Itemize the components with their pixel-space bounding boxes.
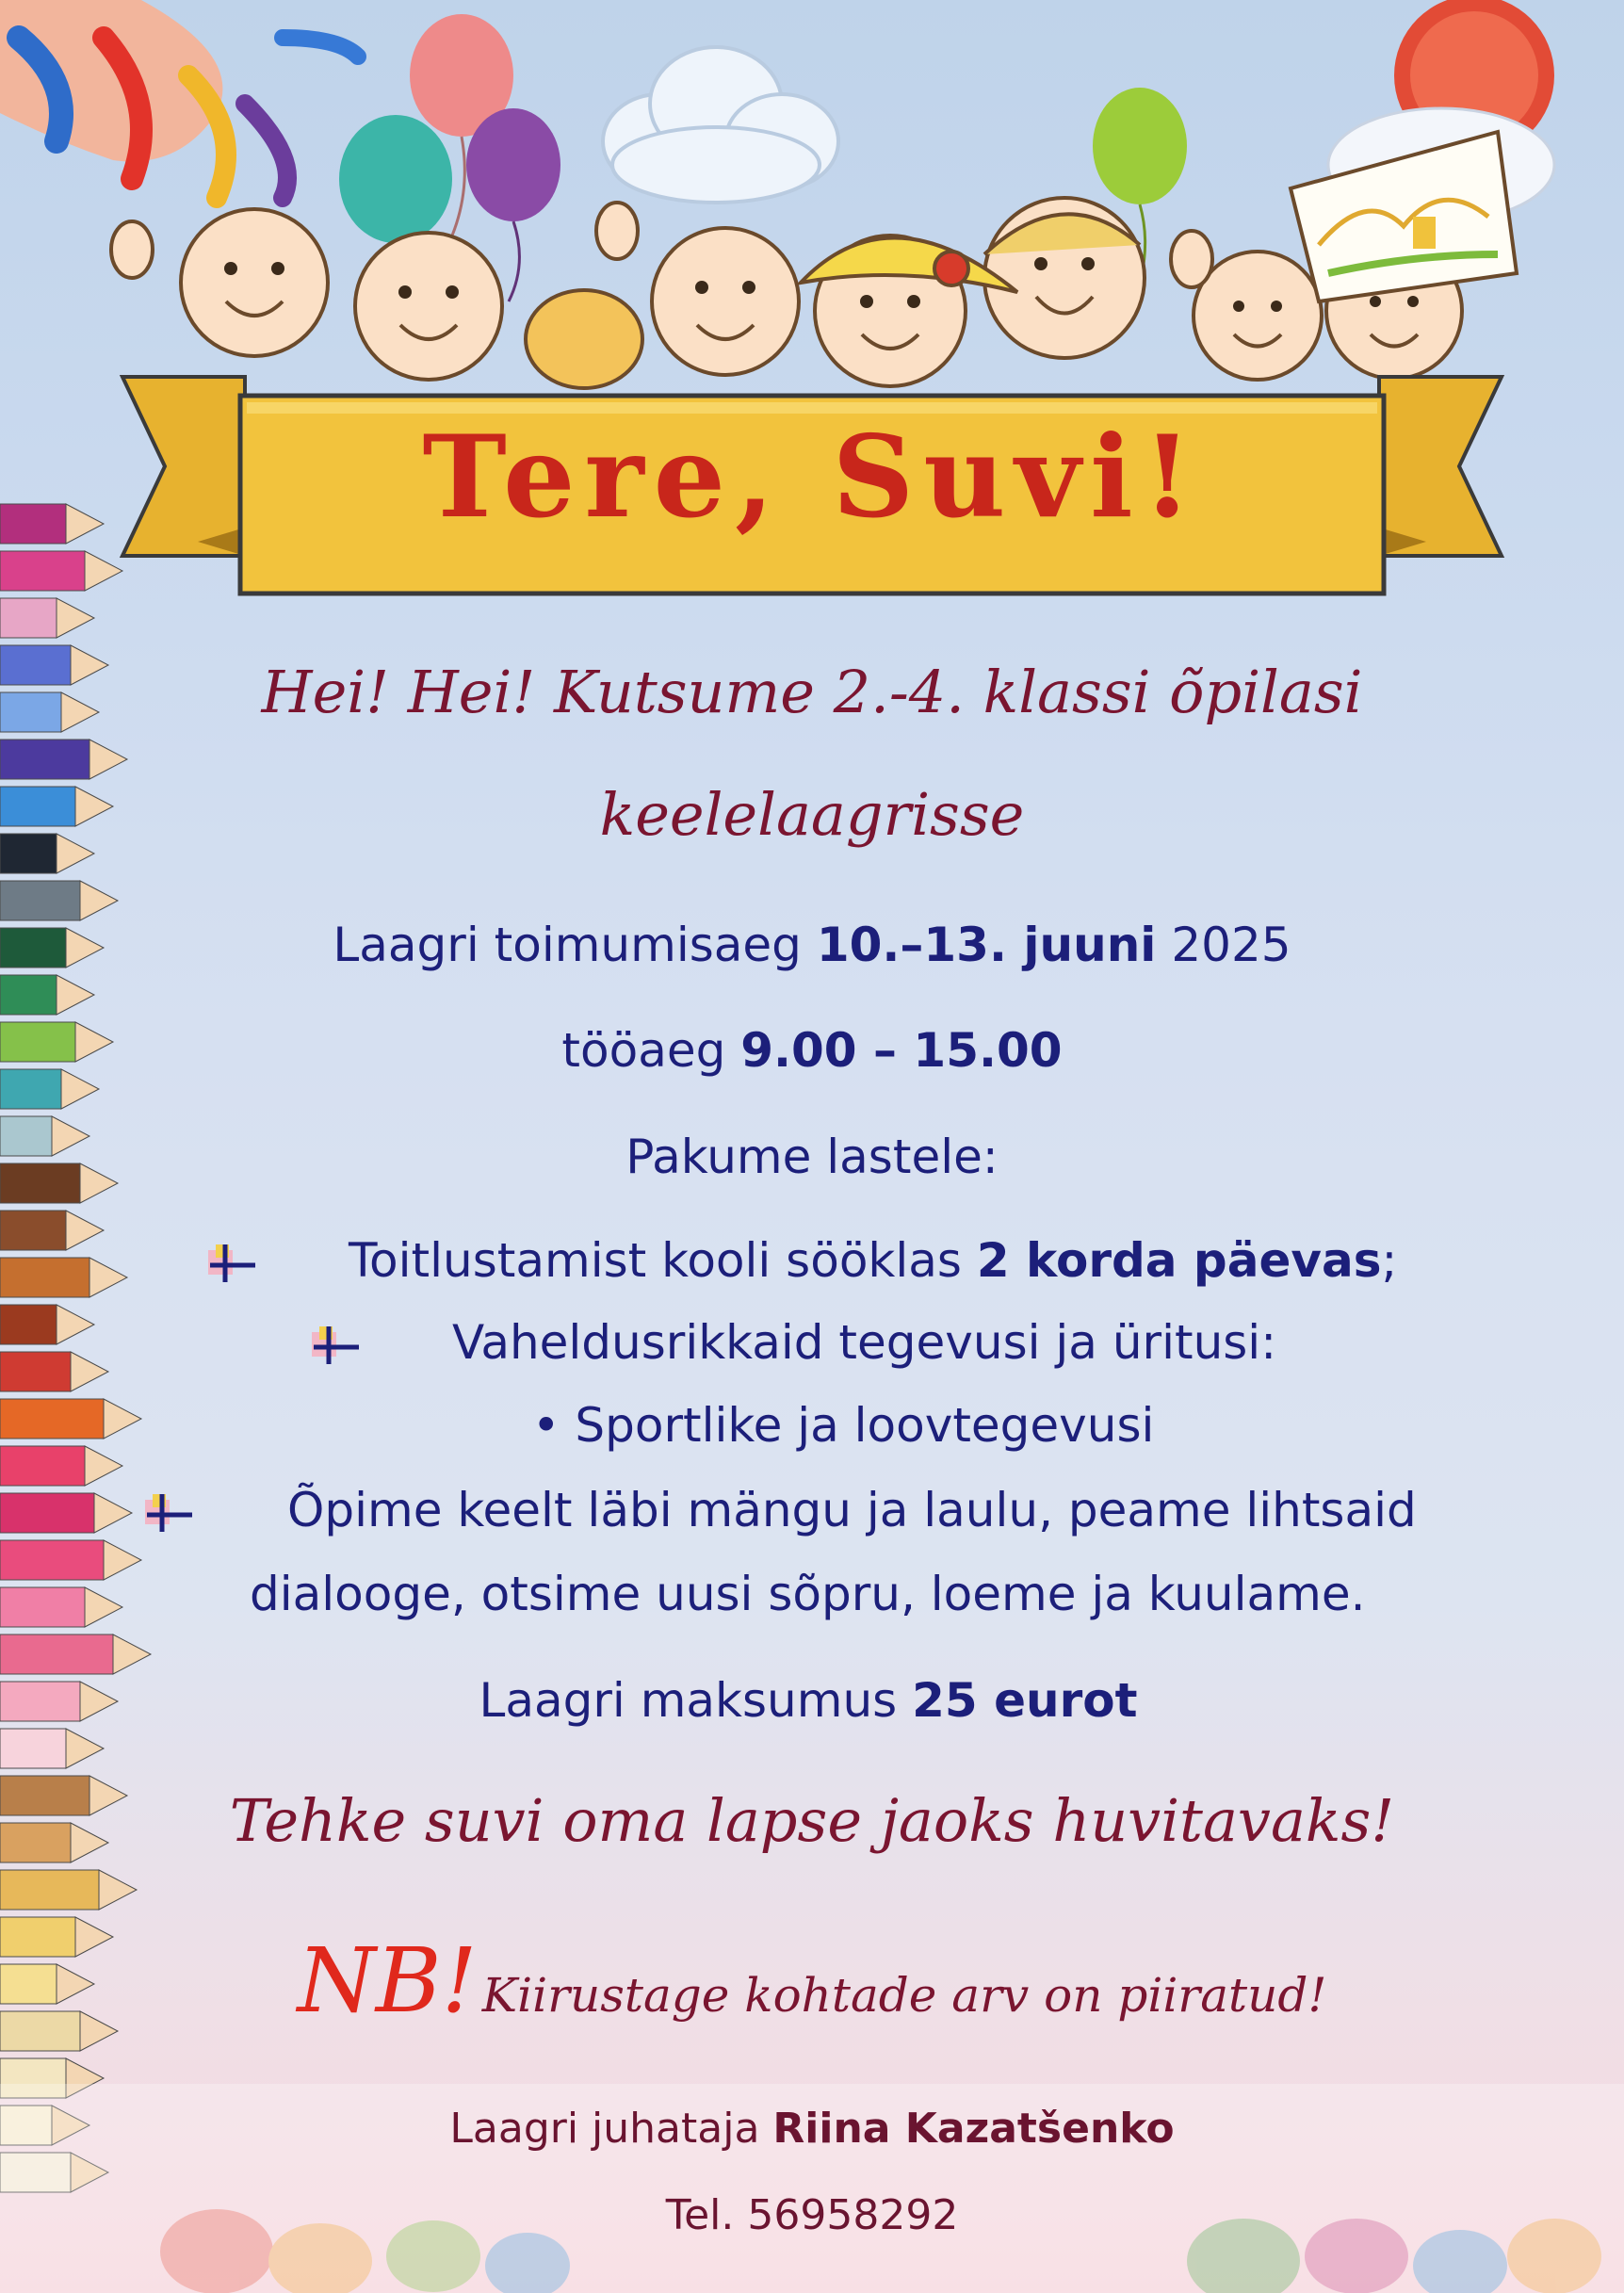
offer-item-3-line-2: dialooge, otsime uusi sõpru, loeme ja kuulame. <box>250 1567 1366 1621</box>
notice <box>0 1929 1624 2058</box>
children-illustration <box>111 198 1462 388</box>
camp-leader-name: Riina Kazatšenko <box>772 2105 1175 2153</box>
slogan: Tehke suvi oma lapse jaoks huvitavaks! <box>229 1786 1395 1855</box>
camp-dates-value: 10.–13. juuni <box>816 918 1157 972</box>
dot-bullet-icon: • <box>532 1398 576 1453</box>
camp-dates-year: 2025 <box>1156 918 1291 972</box>
intro-line-1: Hei! Hei! Kutsume 2.-4. klassi õpilasi <box>261 658 1363 726</box>
checkbox-bullet-icon <box>139 1488 196 1536</box>
camp-price-value: 25 eurot <box>912 1673 1138 1728</box>
offer-item-1-bold: 2 korda päevas <box>976 1233 1382 1288</box>
working-hours-label: tööaeg <box>561 1023 741 1078</box>
offer-item-1-end: ; <box>1381 1233 1398 1288</box>
offer-item-2: Vaheldusrikkaid tegevusi ja üritusi: <box>452 1315 1277 1370</box>
offer-item-1-text: Toitlustamist kooli sööklas <box>349 1233 977 1288</box>
offer-subitem <box>532 1392 1154 1458</box>
intro-line-2: keelelaagrisse <box>599 780 1025 849</box>
offer-item-1 <box>349 1228 1397 1293</box>
notice-nb: NB! <box>297 1929 478 2033</box>
notice-text: Kiirustage kohtade arv on piiratud! <box>481 1968 1327 2023</box>
painted-hand-icon <box>0 0 358 198</box>
offer-item-3-line-1: Õpime keelt läbi mängu ja laulu, peame lihtsaid <box>287 1483 1417 1537</box>
drawing-paper-icon <box>1291 132 1517 301</box>
cloud-icon <box>603 47 838 203</box>
camp-price <box>0 1667 1620 1733</box>
offer-subitem-text: Sportlike ja loovtegevusi <box>575 1398 1155 1453</box>
camp-dates-label: Laagri toimumisaeg <box>333 918 817 972</box>
camp-dates <box>0 912 1624 978</box>
camp-leader <box>0 2099 1624 2159</box>
banner-title: Tere, Suvi! <box>422 411 1202 544</box>
checkbox-bullet-icon <box>203 1239 259 1286</box>
working-hours <box>0 1017 1624 1083</box>
camp-leader-label: Laagri juhataja <box>449 2105 773 2153</box>
checkbox-bullet-icon <box>306 1321 363 1368</box>
working-hours-value: 9.00 – 15.00 <box>740 1023 1063 1078</box>
contact-phone: Tel. 56958292 <box>665 2191 959 2239</box>
camp-price-label: Laagri maksumus <box>479 1673 913 1728</box>
offer-heading: Pakume lastele: <box>625 1130 999 1184</box>
